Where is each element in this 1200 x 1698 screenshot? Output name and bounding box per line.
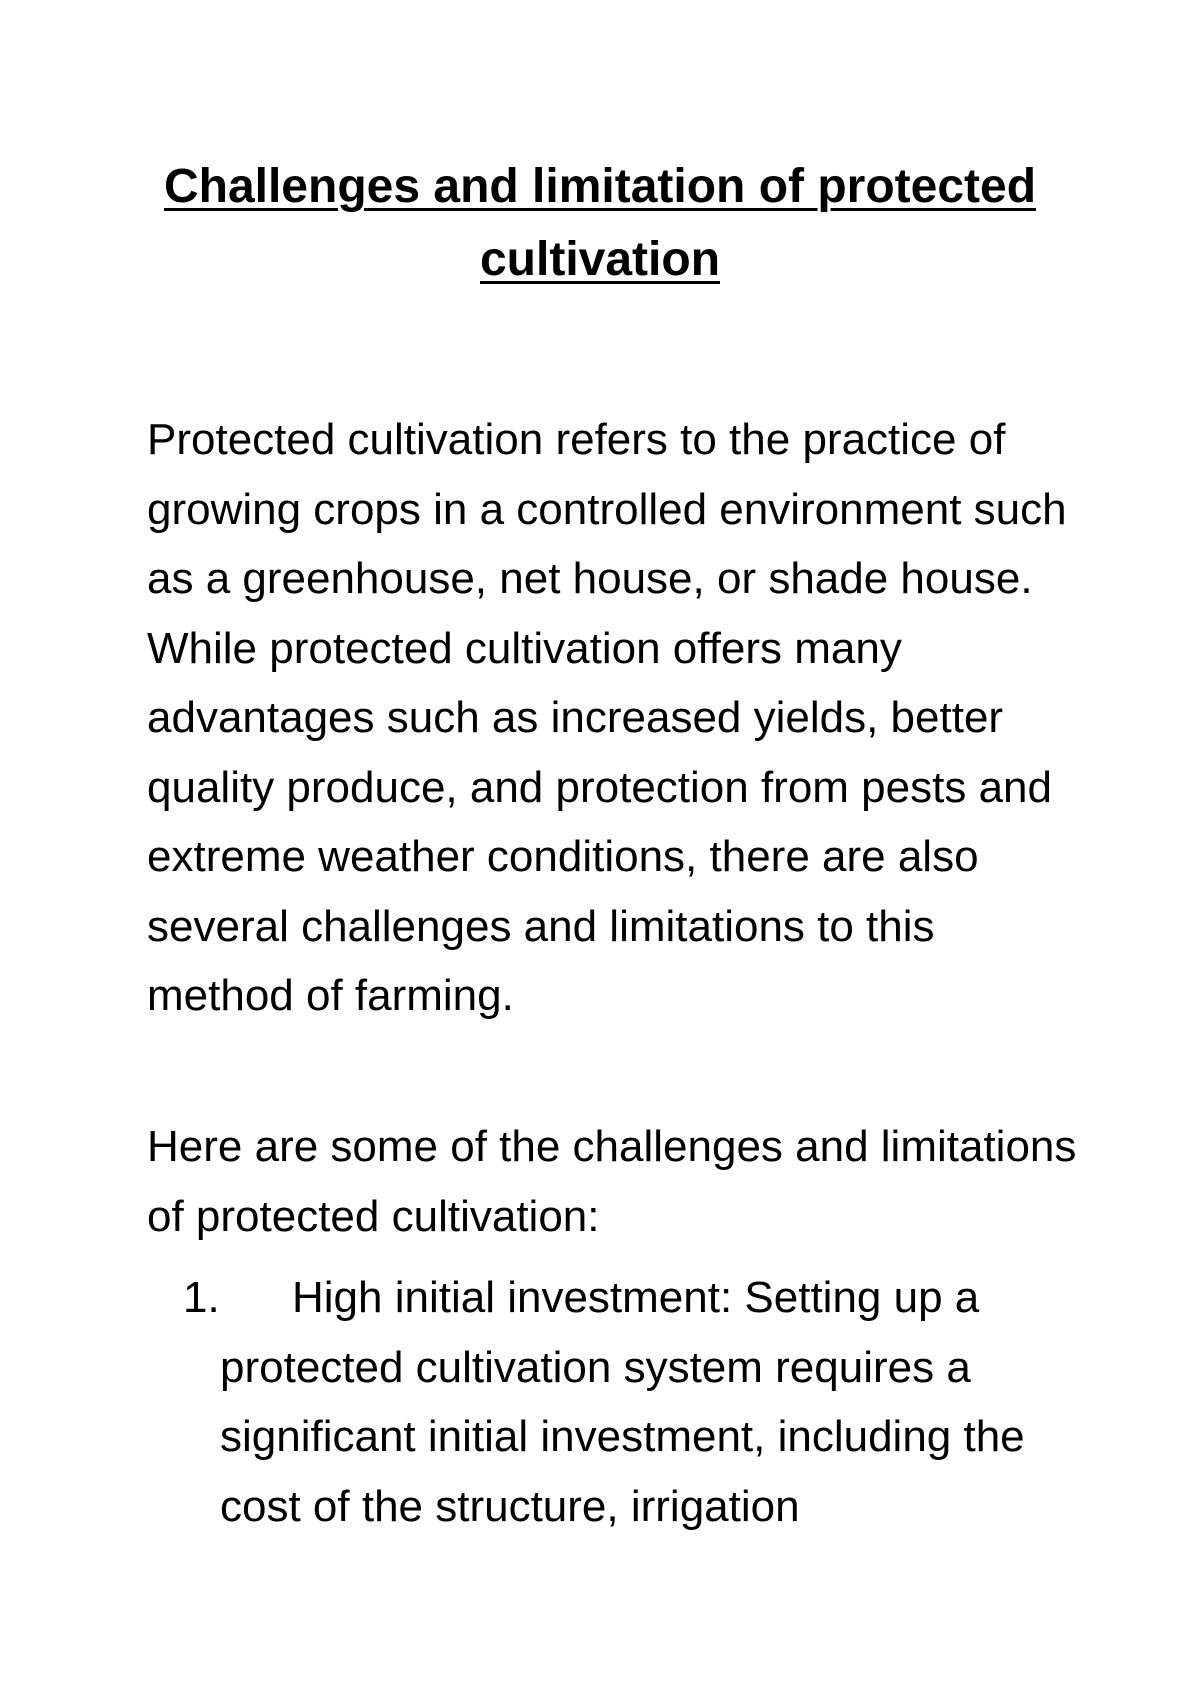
- challenges-intro-paragraph: Here are some of the challenges and limitations of protected cultivation:: [147, 1122, 1077, 1241]
- list-item-text: High initial investment: Setting up a protected cultivation system requires a significant initial investment, including the cost of the structure, irrigation: [220, 1273, 1025, 1531]
- challenges-list: [147, 1263, 1082, 1541]
- document-title: Challenges and limitation of protected cultivation: [163, 160, 1037, 286]
- list-item-number: 1.: [183, 1273, 220, 1322]
- intro-paragraph: Protected cultivation refers to the practice of growing crops in a controlled environment such as a greenhouse, net house, or shade house. While protected cultivation offers many advantages such as increased yields, better quality produce, and protection from pests and extreme weather conditions, there are also several challenges and limitations to this method of farming.: [147, 415, 1067, 1020]
- list-item: [147, 1263, 1082, 1541]
